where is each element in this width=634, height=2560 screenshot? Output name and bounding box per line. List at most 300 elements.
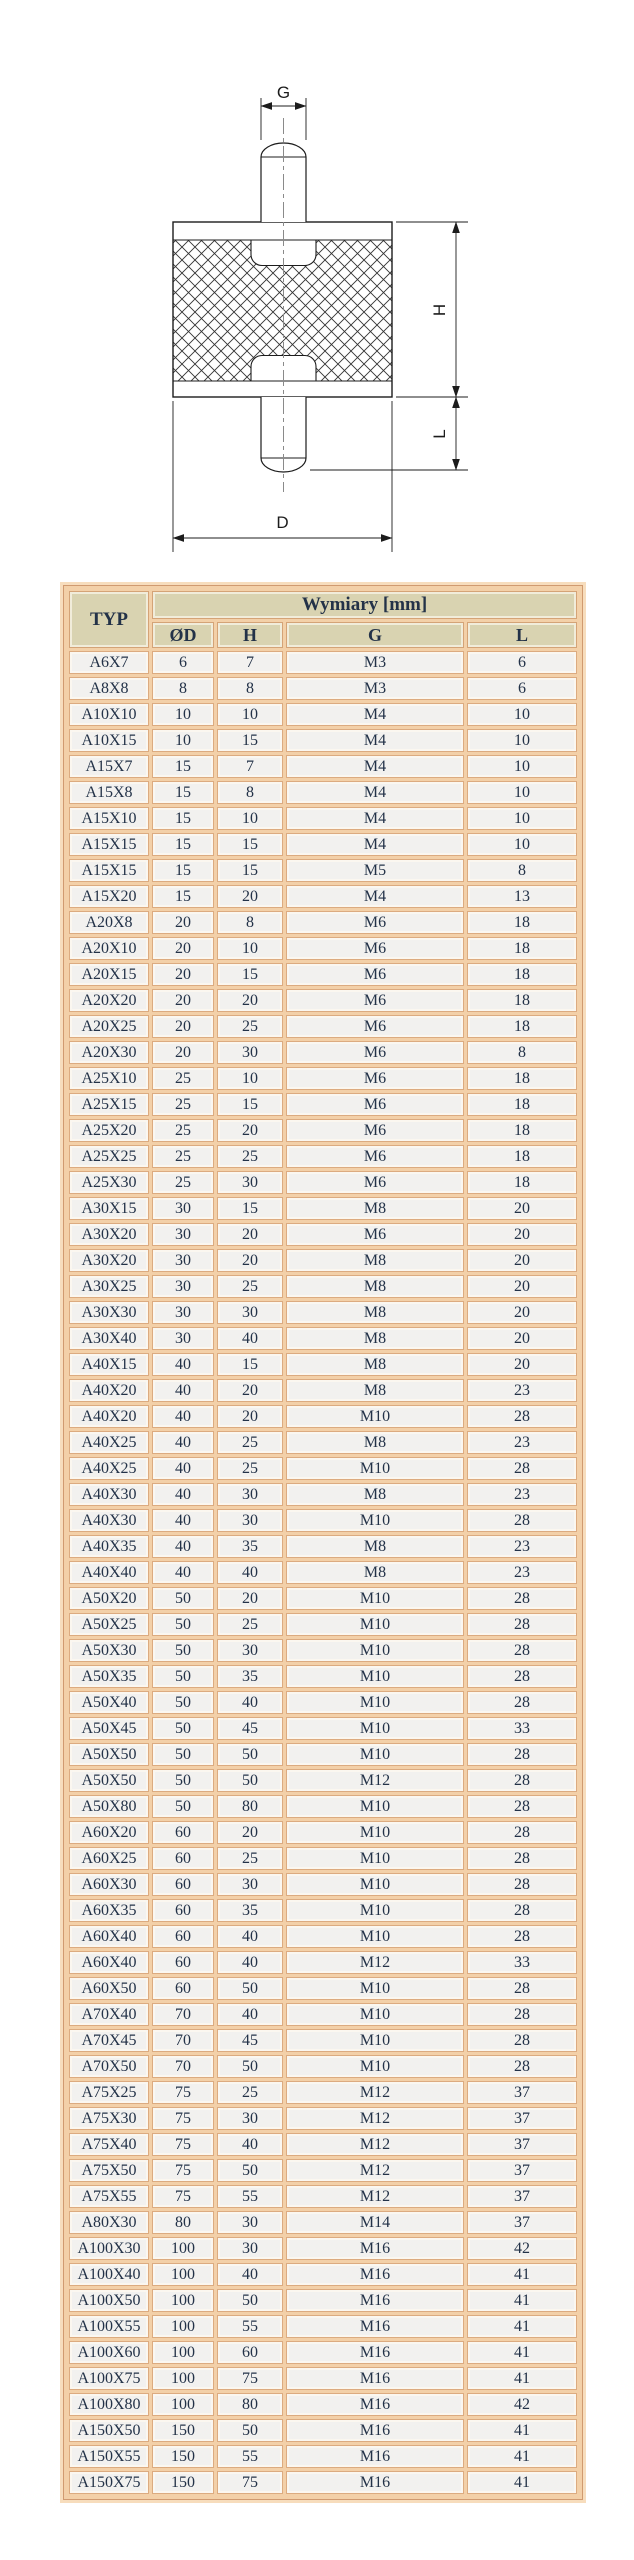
table-row [69, 1015, 577, 1038]
cell-typ: A60X35 [69, 1899, 149, 1922]
cell-g: M8 [286, 1327, 464, 1350]
cell-od: 50 [152, 1613, 214, 1636]
header-col-g: G [286, 622, 464, 648]
cell-g: M3 [286, 677, 464, 700]
dim-label-diameter: D [276, 513, 289, 532]
cell-h: 30 [217, 2107, 283, 2130]
cell-g: M12 [286, 2185, 464, 2208]
cell-typ: A15X20 [69, 885, 149, 908]
cell-od: 15 [152, 755, 214, 778]
table-row [69, 781, 577, 804]
cell-typ: A40X40 [69, 1561, 149, 1584]
cell-typ: A75X25 [69, 2081, 149, 2104]
table-row [69, 2185, 577, 2208]
cell-od: 40 [152, 1405, 214, 1428]
cell-h: 30 [217, 1873, 283, 1896]
cell-g: M10 [286, 1457, 464, 1480]
cell-h: 7 [217, 651, 283, 674]
cell-l: 28 [467, 1639, 577, 1662]
cell-h: 15 [217, 729, 283, 752]
cell-typ: A60X20 [69, 1821, 149, 1844]
cell-l: 28 [467, 1821, 577, 1844]
cell-l: 33 [467, 1951, 577, 1974]
cell-h: 10 [217, 807, 283, 830]
cell-l: 23 [467, 1535, 577, 1558]
cell-g: M16 [286, 2393, 464, 2416]
table-row [69, 937, 577, 960]
cell-od: 15 [152, 859, 214, 882]
cell-g: M4 [286, 729, 464, 752]
cell-od: 60 [152, 1899, 214, 1922]
table-row [69, 1561, 577, 1584]
cell-od: 15 [152, 833, 214, 856]
cell-l: 28 [467, 1977, 577, 2000]
cell-od: 8 [152, 677, 214, 700]
cell-typ: A150X55 [69, 2445, 149, 2468]
cell-h: 8 [217, 911, 283, 934]
cell-l: 37 [467, 2185, 577, 2208]
cell-h: 30 [217, 1639, 283, 1662]
cell-typ: A25X10 [69, 1067, 149, 1090]
cell-h: 20 [217, 1119, 283, 1142]
cell-l: 41 [467, 2419, 577, 2442]
table-row [69, 2081, 577, 2104]
cell-g: M12 [286, 2159, 464, 2182]
cell-l: 28 [467, 1847, 577, 1870]
cell-h: 50 [217, 1977, 283, 2000]
header-typ: TYP [69, 591, 149, 648]
cell-typ: A70X40 [69, 2003, 149, 2026]
cell-h: 20 [217, 1249, 283, 1272]
cell-typ: A150X75 [69, 2471, 149, 2494]
cell-l: 33 [467, 1717, 577, 1740]
cell-g: M6 [286, 937, 464, 960]
table-row [69, 1067, 577, 1090]
table-row [69, 2133, 577, 2156]
table-row [69, 1249, 577, 1272]
cell-h: 40 [217, 1561, 283, 1584]
cell-g: M10 [286, 1977, 464, 2000]
cell-typ: A20X20 [69, 989, 149, 1012]
header-col-h: H [217, 622, 283, 648]
cell-g: M10 [286, 1639, 464, 1662]
table-row [69, 1301, 577, 1324]
cell-g: M16 [286, 2263, 464, 2286]
cell-h: 15 [217, 1093, 283, 1116]
product-diagram [0, 0, 634, 562]
cell-typ: A60X30 [69, 1873, 149, 1896]
cell-od: 50 [152, 1691, 214, 1714]
cell-g: M16 [286, 2445, 464, 2468]
cell-l: 6 [467, 677, 577, 700]
cell-g: M10 [286, 1899, 464, 1922]
table-row [69, 859, 577, 882]
table-row [69, 1769, 577, 1792]
cell-typ: A70X45 [69, 2029, 149, 2052]
cell-typ: A25X20 [69, 1119, 149, 1142]
table-row [69, 2029, 577, 2052]
cell-g: M10 [286, 1847, 464, 1870]
cell-g: M16 [286, 2237, 464, 2260]
cell-h: 80 [217, 2393, 283, 2416]
cell-g: M6 [286, 1015, 464, 1038]
table-row [69, 1119, 577, 1142]
cell-h: 10 [217, 703, 283, 726]
cell-typ: A40X15 [69, 1353, 149, 1376]
table-row [69, 1327, 577, 1350]
table-row [69, 677, 577, 700]
cell-h: 25 [217, 1015, 283, 1038]
cell-h: 15 [217, 859, 283, 882]
cell-typ: A6X7 [69, 651, 149, 674]
cell-g: M10 [286, 1587, 464, 1610]
cell-typ: A75X50 [69, 2159, 149, 2182]
cell-h: 75 [217, 2367, 283, 2390]
cell-typ: A40X30 [69, 1509, 149, 1532]
cell-l: 41 [467, 2471, 577, 2494]
cell-h: 40 [217, 1951, 283, 1974]
cell-l: 10 [467, 833, 577, 856]
cell-g: M8 [286, 1379, 464, 1402]
cell-h: 8 [217, 781, 283, 804]
table-row [69, 1743, 577, 1766]
table-row [69, 2419, 577, 2442]
cell-typ: A30X15 [69, 1197, 149, 1220]
cell-h: 15 [217, 1197, 283, 1220]
cell-h: 20 [217, 989, 283, 1012]
cell-l: 20 [467, 1275, 577, 1298]
cell-h: 50 [217, 2289, 283, 2312]
cell-od: 80 [152, 2211, 214, 2234]
table-row [69, 2237, 577, 2260]
cell-od: 40 [152, 1379, 214, 1402]
cell-g: M8 [286, 1301, 464, 1324]
cell-typ: A60X50 [69, 1977, 149, 2000]
cell-l: 18 [467, 937, 577, 960]
cell-h: 7 [217, 755, 283, 778]
cell-l: 10 [467, 755, 577, 778]
cell-l: 41 [467, 2341, 577, 2364]
cell-od: 60 [152, 1847, 214, 1870]
table-row [69, 885, 577, 908]
cell-g: M4 [286, 833, 464, 856]
cell-od: 60 [152, 1977, 214, 2000]
cell-h: 40 [217, 1691, 283, 1714]
table-row [69, 1899, 577, 1922]
dimensions-table [64, 586, 582, 2499]
cell-g: M10 [286, 1613, 464, 1636]
table-row [69, 1223, 577, 1246]
cell-h: 60 [217, 2341, 283, 2364]
cell-typ: A50X25 [69, 1613, 149, 1636]
cell-l: 18 [467, 1171, 577, 1194]
cell-od: 20 [152, 1015, 214, 1038]
cell-typ: A50X30 [69, 1639, 149, 1662]
cell-typ: A30X30 [69, 1301, 149, 1324]
cell-od: 20 [152, 989, 214, 1012]
cell-typ: A80X30 [69, 2211, 149, 2234]
table-row [69, 1483, 577, 1506]
cell-od: 70 [152, 2029, 214, 2052]
cell-g: M8 [286, 1275, 464, 1298]
cell-od: 30 [152, 1249, 214, 1272]
cell-l: 23 [467, 1431, 577, 1454]
cell-od: 100 [152, 2289, 214, 2312]
cell-l: 23 [467, 1483, 577, 1506]
table-row [69, 963, 577, 986]
cell-od: 50 [152, 1743, 214, 1766]
table-row [69, 1717, 577, 1740]
cell-g: M12 [286, 2133, 464, 2156]
table-row [69, 1613, 577, 1636]
cell-typ: A20X25 [69, 1015, 149, 1038]
header-group-wymiary: Wymiary [mm] [152, 591, 577, 619]
cell-g: M6 [286, 1041, 464, 1064]
cell-od: 60 [152, 1951, 214, 1974]
cell-h: 25 [217, 1613, 283, 1636]
cell-od: 100 [152, 2341, 214, 2364]
cell-l: 8 [467, 859, 577, 882]
cell-od: 25 [152, 1145, 214, 1168]
cell-l: 42 [467, 2393, 577, 2416]
header-col-od: ØD [152, 622, 214, 648]
table-row [69, 1171, 577, 1194]
cell-g: M10 [286, 1509, 464, 1532]
cell-typ: A70X50 [69, 2055, 149, 2078]
cell-g: M16 [286, 2341, 464, 2364]
cell-typ: A75X40 [69, 2133, 149, 2156]
cell-od: 50 [152, 1717, 214, 1740]
table-header [69, 591, 577, 648]
cell-l: 28 [467, 1509, 577, 1532]
cell-h: 30 [217, 1171, 283, 1194]
cell-g: M10 [286, 1405, 464, 1428]
cell-od: 150 [152, 2419, 214, 2442]
cell-l: 13 [467, 885, 577, 908]
cell-od: 6 [152, 651, 214, 674]
cell-h: 30 [217, 1041, 283, 1064]
cell-od: 100 [152, 2237, 214, 2260]
cell-g: M16 [286, 2315, 464, 2338]
cell-g: M10 [286, 1665, 464, 1688]
cell-od: 60 [152, 1821, 214, 1844]
dim-label-thread: G [276, 83, 291, 102]
cell-g: M4 [286, 885, 464, 908]
cell-g: M8 [286, 1431, 464, 1454]
cell-g: M12 [286, 2107, 464, 2130]
table-row [69, 1379, 577, 1402]
table-row [69, 2367, 577, 2390]
cell-g: M6 [286, 1093, 464, 1116]
cell-od: 15 [152, 781, 214, 804]
cell-l: 23 [467, 1379, 577, 1402]
cell-g: M10 [286, 1795, 464, 1818]
cell-typ: A100X75 [69, 2367, 149, 2390]
cell-od: 60 [152, 1873, 214, 1896]
cell-od: 150 [152, 2471, 214, 2494]
cell-l: 28 [467, 1587, 577, 1610]
cell-l: 41 [467, 2445, 577, 2468]
cell-typ: A15X10 [69, 807, 149, 830]
dim-label-body-height: H [430, 303, 449, 317]
table-row [69, 2471, 577, 2494]
cell-l: 20 [467, 1353, 577, 1376]
table-row [69, 1821, 577, 1844]
cell-typ: A10X10 [69, 703, 149, 726]
cell-g: M6 [286, 1171, 464, 1194]
cell-od: 50 [152, 1587, 214, 1610]
table-row [69, 807, 577, 830]
cell-l: 18 [467, 1067, 577, 1090]
cell-g: M10 [286, 1873, 464, 1896]
cell-h: 25 [217, 1847, 283, 1870]
cell-typ: A20X10 [69, 937, 149, 960]
cell-l: 37 [467, 2133, 577, 2156]
table-row [69, 1093, 577, 1116]
cell-l: 20 [467, 1301, 577, 1324]
dim-label-stud-length: L [430, 429, 449, 439]
cell-typ: A25X25 [69, 1145, 149, 1168]
table-row [69, 1535, 577, 1558]
cell-od: 40 [152, 1353, 214, 1376]
cell-typ: A15X7 [69, 755, 149, 778]
cell-g: M16 [286, 2367, 464, 2390]
cell-g: M8 [286, 1535, 464, 1558]
cell-l: 28 [467, 2003, 577, 2026]
cell-g: M4 [286, 807, 464, 830]
cell-od: 75 [152, 2133, 214, 2156]
cell-l: 28 [467, 1665, 577, 1688]
cell-l: 28 [467, 1899, 577, 1922]
cell-l: 42 [467, 2237, 577, 2260]
cell-g: M10 [286, 1821, 464, 1844]
cell-typ: A100X30 [69, 2237, 149, 2260]
cell-h: 30 [217, 1509, 283, 1532]
cell-typ: A50X50 [69, 1769, 149, 1792]
cell-h: 10 [217, 937, 283, 960]
cell-g: M10 [286, 2003, 464, 2026]
cell-h: 40 [217, 2133, 283, 2156]
table-row [69, 2445, 577, 2468]
cell-od: 25 [152, 1171, 214, 1194]
table-row [69, 703, 577, 726]
cell-g: M6 [286, 1223, 464, 1246]
cell-od: 20 [152, 911, 214, 934]
cell-g: M6 [286, 911, 464, 934]
cell-od: 20 [152, 963, 214, 986]
cell-g: M8 [286, 1249, 464, 1272]
cell-g: M4 [286, 755, 464, 778]
cell-g: M10 [286, 1691, 464, 1714]
cell-h: 35 [217, 1535, 283, 1558]
cell-h: 55 [217, 2185, 283, 2208]
table-row [69, 1977, 577, 2000]
cell-h: 30 [217, 2237, 283, 2260]
cell-l: 41 [467, 2289, 577, 2312]
cell-od: 50 [152, 1639, 214, 1662]
cell-typ: A10X15 [69, 729, 149, 752]
cell-l: 20 [467, 1223, 577, 1246]
cell-typ: A8X8 [69, 677, 149, 700]
cell-g: M16 [286, 2471, 464, 2494]
cell-g: M5 [286, 859, 464, 882]
cell-l: 28 [467, 1873, 577, 1896]
cell-od: 75 [152, 2081, 214, 2104]
table-row [69, 1145, 577, 1168]
cell-typ: A100X60 [69, 2341, 149, 2364]
cell-h: 8 [217, 677, 283, 700]
cell-g: M10 [286, 2029, 464, 2052]
cell-h: 45 [217, 1717, 283, 1740]
header-col-l: L [467, 622, 577, 648]
table-row [69, 1197, 577, 1220]
table-row [69, 755, 577, 778]
cell-h: 50 [217, 1769, 283, 1792]
dim-h [396, 222, 468, 397]
table-row [69, 1457, 577, 1480]
cell-typ: A150X50 [69, 2419, 149, 2442]
cell-od: 40 [152, 1509, 214, 1532]
cell-g: M8 [286, 1561, 464, 1584]
cell-od: 150 [152, 2445, 214, 2468]
cell-l: 18 [467, 963, 577, 986]
cell-typ: A30X20 [69, 1249, 149, 1272]
cell-l: 6 [467, 651, 577, 674]
table-row [69, 989, 577, 1012]
cell-h: 40 [217, 1327, 283, 1350]
cell-h: 40 [217, 2003, 283, 2026]
cell-typ: A30X40 [69, 1327, 149, 1350]
cell-od: 75 [152, 2185, 214, 2208]
cell-g: M12 [286, 2081, 464, 2104]
cell-h: 30 [217, 2211, 283, 2234]
cell-l: 28 [467, 1925, 577, 1948]
cell-l: 18 [467, 1119, 577, 1142]
cell-g: M12 [286, 1951, 464, 1974]
cell-g: M10 [286, 1925, 464, 1948]
cell-l: 18 [467, 989, 577, 1012]
cell-h: 45 [217, 2029, 283, 2052]
cell-h: 30 [217, 1483, 283, 1506]
cell-l: 23 [467, 1561, 577, 1584]
cell-typ: A15X8 [69, 781, 149, 804]
cell-od: 50 [152, 1795, 214, 1818]
table-row [69, 1873, 577, 1896]
cell-g: M3 [286, 651, 464, 674]
cell-typ: A100X40 [69, 2263, 149, 2286]
table-row [69, 911, 577, 934]
cell-h: 25 [217, 1431, 283, 1454]
cell-od: 20 [152, 1041, 214, 1064]
cell-h: 20 [217, 885, 283, 908]
cell-typ: A20X8 [69, 911, 149, 934]
cell-od: 25 [152, 1093, 214, 1116]
table-row [69, 1951, 577, 1974]
cell-h: 20 [217, 1587, 283, 1610]
cell-typ: A60X40 [69, 1951, 149, 1974]
cell-od: 100 [152, 2263, 214, 2286]
cell-l: 41 [467, 2315, 577, 2338]
cell-g: M10 [286, 1717, 464, 1740]
cell-h: 50 [217, 2159, 283, 2182]
cell-h: 25 [217, 2081, 283, 2104]
cell-g: M4 [286, 703, 464, 726]
table-row [69, 2055, 577, 2078]
cell-od: 40 [152, 1535, 214, 1558]
cell-od: 30 [152, 1327, 214, 1350]
cell-typ: A60X40 [69, 1925, 149, 1948]
cell-l: 18 [467, 911, 577, 934]
